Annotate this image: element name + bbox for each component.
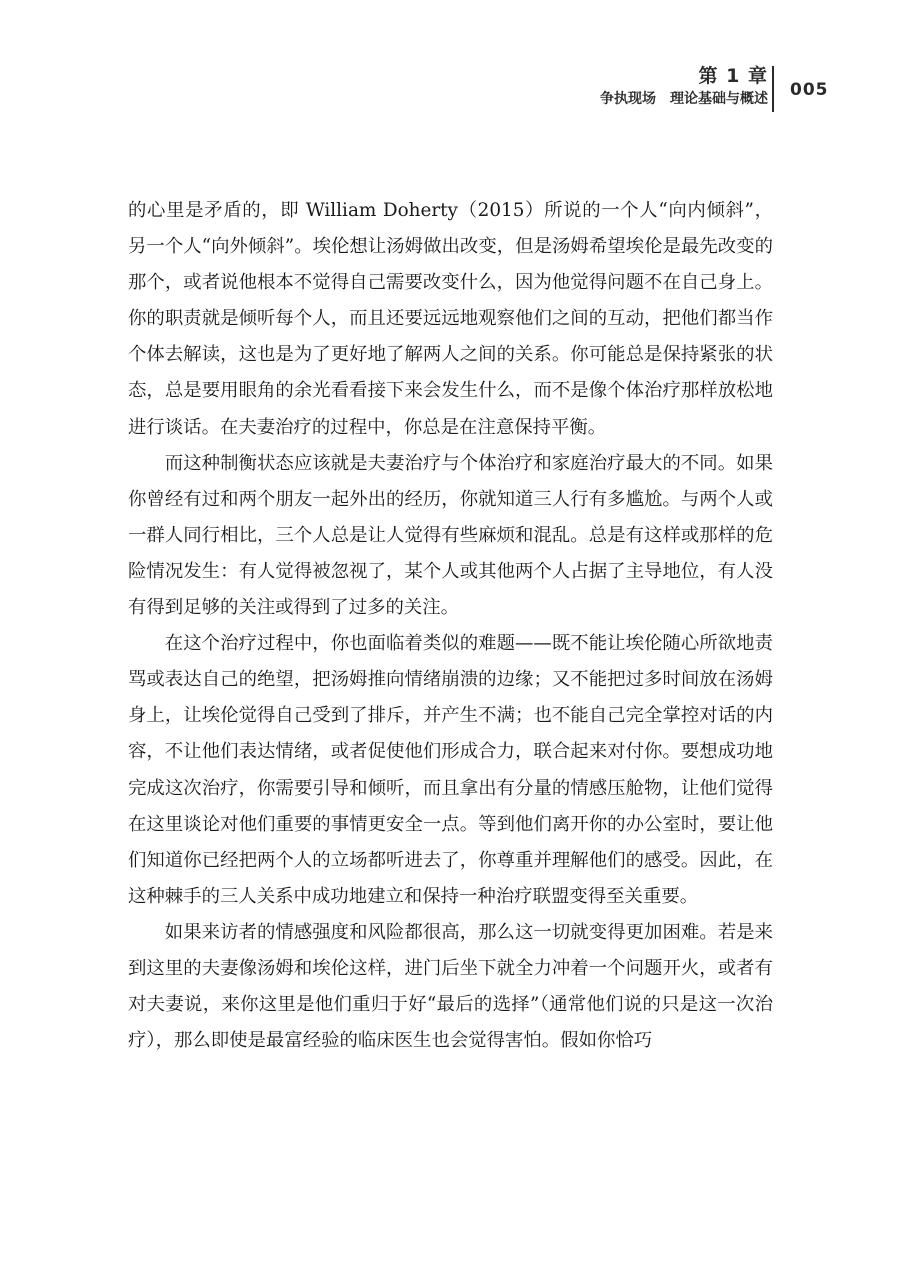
- running-head-subtitle: [600, 88, 768, 110]
- page-number: 005: [790, 80, 829, 100]
- header-divider: [772, 66, 774, 112]
- chapter-label: 第 1 章: [698, 65, 768, 87]
- paragraph: 在这个治疗过程中，你也面临着类似的难题——既不能让埃伦随心所欲地责骂或表达自己的绝望，把汤姆推向情绪崩溃的边缘；又不能把过多时间放在汤姆身上，让埃伦觉得自己受到了排斥，并产生不满；也不能自己完全掌控对话的内容，不让他们表达情绪，或者促使他们形成合力，联合起来对付你。要想成功地完成这次治疗，你需要引导和倾听，而且拿出有分量的情感压舱物，让他们觉得在这里谈论对他们重要的事情更安全一点。等到他们离开你的办公室时，要让他们知道你已经把两个人的立场都听进去了，你尊重并理解他们的感受。因此，在这种棘手的三人关系中成功地建立和保持一种治疗联盟变得至关重要。: [128, 633, 773, 907]
- book-title: 争执现场: [600, 91, 656, 107]
- paragraph: 如果来访者的情感强度和风险都很高，那么这一切就变得更加困难。若是来到这里的夫妻像汤姆和埃伦这样，进门后坐下就全力冲着一个问题开火，或者有对夫妻说，来你这里是他们重归于好“最后的选择”（通常他们说的只是这一次治疗），那么即使是最富经验的临床医生也会觉得害怕。假如你恰巧: [128, 921, 773, 1052]
- running-head-titles: [600, 64, 768, 110]
- paragraph-continued: 的心里是矛盾的，即 William Doherty（2015）所说的一个人“向内倾斜”，另一个人“向外倾斜”。埃伦想让汤姆做出改变，但是汤姆希望埃伦是最先改变的那个，或者说他根本不觉得自己需要改变什么，因为他觉得问题不在自己身上。你的职责就是倾听每个人，而且还要远远地观察他们之间的互动，把他们都当作个体去解读，这也是为了更好地了解两人之间的关系。你可能总是保持紧张的状态，总是要用眼角的余光看看接下来会发生什么，而不是像个体治疗那样放松地进行谈话。在夫妻治疗的过程中，你总是在注意保持平衡。: [128, 200, 773, 438]
- running-head: [0, 64, 900, 116]
- chapter-title: 理论基础与概述: [670, 91, 768, 107]
- paragraph: 而这种制衡状态应该就是夫妻治疗与个体治疗和家庭治疗最大的不同。如果你曾经有过和两个朋友一起外出的经历，你就知道三人行有多尴尬。与两个人或一群人同行相比，三个人总是让人觉得有些麻烦和混乱。总是有这样或那样的危险情况发生：有人觉得被忽视了，某个人或其他两个人占据了主导地位，有人没有得到足够的关注或得到了过多的关注。: [128, 452, 773, 619]
- body-text: [128, 193, 773, 1059]
